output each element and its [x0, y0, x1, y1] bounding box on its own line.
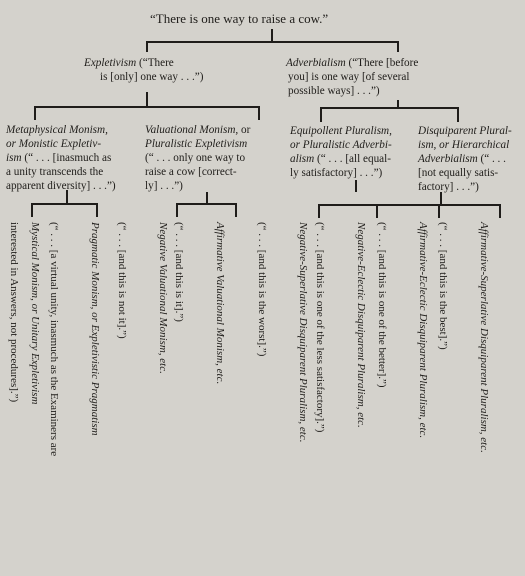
leaf-term: Negative-Eclectic Disquiparent Pluralism, etc.	[355, 222, 367, 428]
disquiparent-term: Adverbialism	[418, 153, 478, 165]
equipollent-text: ly satisfactory] . . .”)	[290, 167, 383, 179]
disquiparent-drop-3	[438, 204, 440, 218]
metaphysical-bar	[31, 203, 97, 205]
leaf-term: Affirmative Valuational Monism, etc.	[214, 222, 226, 385]
metaphysical-text: apparent diversity] . . .”)	[6, 180, 116, 192]
adverbialism-bar	[320, 107, 458, 109]
valuational-term: Pluralistic Expletivism	[145, 138, 248, 150]
disquiparent-drop-1	[318, 204, 320, 218]
leaf-term: Negative Valuational Monism, etc.	[157, 222, 169, 374]
valuational-bar	[176, 203, 236, 205]
leaf-text: interested in Answers, not procedures].”)	[8, 222, 20, 403]
equipollent-pluralism-node	[290, 124, 392, 180]
root-bar	[146, 41, 398, 43]
adverbialism-node	[286, 56, 418, 98]
adverbialism-drop-left	[320, 107, 322, 122]
expletivism-stem	[146, 92, 148, 107]
leaf-term: Negative-Superlative Disquiparent Pluralism, etc.	[297, 222, 309, 443]
valuational-text: raise a cow [correct-	[145, 166, 237, 178]
root-drop-left	[146, 41, 148, 52]
equipollent-term: or Pluralistic Adverbi-	[290, 139, 392, 151]
leaf-affirmative-superlative	[409, 222, 517, 453]
valuational-text: ly] . . .”)	[145, 180, 183, 192]
equipollent-stem	[355, 180, 357, 192]
valuational-text: (“ . . . only one way to	[145, 152, 246, 164]
disquiparent-text: factory] . . .”)	[418, 181, 479, 193]
leaf-term: Mystical Monism, or Unitary Expletivism	[29, 222, 41, 405]
disquiparent-pluralism-node	[418, 124, 512, 194]
metaphysical-term: ism	[6, 152, 22, 164]
metaphysical-drop-right	[96, 203, 98, 217]
leaf-text: (“ . . . [and this is it].”)	[173, 222, 186, 322]
disquiparent-term: ism, or Hierarchical	[418, 139, 510, 151]
leaf-text: (“ . . . [and this is not it].”)	[116, 222, 129, 339]
adverbialism-text: (“There [before	[345, 57, 419, 69]
leaf-text: (“ . . . [a virtual unity, inasmuch as the Examiners are	[48, 222, 61, 457]
leaf-text: (“ . . . [and this is one of the less satisfactory].”)	[314, 222, 327, 433]
valuational-monism-node	[145, 123, 250, 193]
disquiparent-drop-4	[499, 204, 501, 218]
valuational-text: or	[238, 124, 251, 136]
equipollent-term: Equipollent Pluralism,	[290, 125, 392, 137]
disquiparent-drop-2	[376, 204, 378, 218]
disquiparent-text: (“ . . .	[477, 153, 506, 165]
metaphysical-term: or Monistic Expletiv-	[6, 138, 102, 150]
expletivism-text: is [only] one way . . .”)	[100, 71, 204, 83]
metaphysical-term: Metaphysical Monism,	[6, 124, 108, 136]
equipollent-term: alism	[290, 153, 315, 165]
root-statement: “There is one way to raise a cow.”	[150, 11, 329, 26]
leaf-term: Pragmatic Monism, or Expletivistic Pragmatism	[89, 222, 101, 436]
root-drop-right	[397, 41, 399, 52]
leaf-text: (“ . . . [and this is the best].”)	[437, 222, 450, 350]
equipollent-text: (“ . . . [all equal-	[314, 153, 391, 165]
leaf-text: (“ . . . [and this is one of the better].”)	[376, 222, 389, 388]
expletivism-node	[84, 56, 203, 84]
expletivism-term: Expletivism	[84, 57, 137, 69]
metaphysical-monism-node	[6, 123, 116, 193]
disquiparent-text: [not equally satis-	[418, 167, 499, 179]
expletivism-bar	[34, 106, 259, 108]
adverbialism-drop-right	[457, 107, 459, 122]
metaphysical-text: (“ . . . [inasmuch as	[21, 152, 112, 164]
adverbialism-text: you] is one way [of several	[288, 71, 410, 83]
leaf-term: Affirmative-Superlative Disquiparent Pluralism, etc.	[478, 222, 490, 453]
adverbialism-term: Adverbialism	[286, 57, 346, 69]
expletivism-text: (“There	[136, 57, 174, 69]
valuational-term: Valuational Monism,	[145, 124, 239, 136]
valuational-drop-right	[235, 203, 237, 217]
metaphysical-text: a unity transcends the	[6, 166, 104, 178]
metaphysical-drop-left	[31, 203, 33, 217]
expletivism-drop-right	[258, 106, 260, 120]
adverbialism-text: possible ways] . . .”)	[288, 85, 380, 97]
leaf-text: (“ . . . [and this is the worst].”)	[256, 222, 269, 357]
valuational-drop-left	[176, 203, 178, 217]
leaf-term: Affirmative-Eclectic Disquiparent Pluralism, etc.	[417, 222, 429, 439]
disquiparent-bar	[318, 204, 500, 206]
expletivism-drop-left	[34, 106, 36, 120]
disquiparent-term: Disquiparent Plural-	[418, 125, 512, 137]
